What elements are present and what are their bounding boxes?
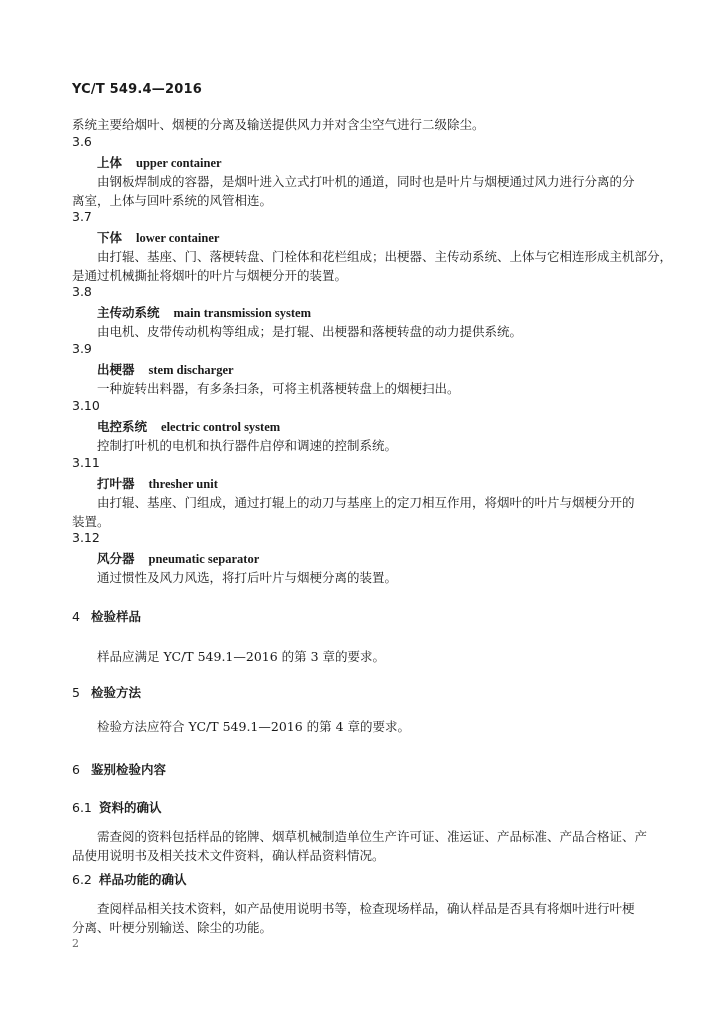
term-cn: 下体 — [97, 230, 123, 245]
section-body-line: 分离、叶梗分别输送、除尘的功能。 — [72, 920, 273, 935]
section-body-line: 查阅样品相关技术资料，如产品使用说明书等，检查现场样品，确认样品是否具有将烟叶进行叶梗 — [97, 901, 635, 916]
term-definition-line: 装置。 — [72, 514, 110, 529]
term-cn: 电控系统 — [97, 419, 148, 434]
section-number: 6.2 — [72, 872, 92, 887]
term-en: thresher unit — [148, 477, 218, 491]
term-number: 3.10 — [72, 398, 100, 413]
term-heading — [97, 153, 222, 171]
term-number: 3.7 — [72, 209, 92, 224]
term-definition-line: 由打辊、基座、门、落梗转盘、门栓体和花栏组成；出梗器、主传动系统、上体与它相连形成主机部分， — [97, 249, 673, 264]
section-body-line: 检验方法应符合 YC/T 549.1—2016 的第 4 章的要求。 — [97, 719, 411, 734]
section-title: 资料的确认 — [99, 800, 162, 815]
term-heading — [97, 360, 234, 378]
section-heading — [72, 870, 187, 888]
term-number: 3.11 — [72, 455, 100, 470]
section-body-line: 品使用说明书及相关技术文件资料，确认样品资料情况。 — [72, 848, 385, 863]
term-heading — [97, 303, 311, 321]
term-definition-line: 是通过机械撕扯将烟叶的叶片与烟梗分开的装置。 — [72, 268, 348, 283]
term-en: main transmission system — [173, 306, 312, 320]
term-heading — [97, 228, 219, 246]
term-en: stem discharger — [148, 363, 234, 377]
term-cn: 主传动系统 — [97, 305, 160, 320]
standard-code-header: YC/T 549.4—2016 — [72, 82, 202, 97]
term-number: 3.12 — [72, 530, 100, 545]
section-number: 5 — [72, 685, 80, 700]
section-number: 6 — [72, 762, 80, 777]
section-number: 4 — [72, 609, 80, 624]
section-body-line: 需查阅的资料包括样品的铭牌、烟草机械制造单位生产许可证、准运证、产品标准、产品合格证、产 — [97, 829, 648, 844]
term-number: 3.6 — [72, 134, 92, 149]
section-number: 6.1 — [72, 800, 92, 815]
section-heading — [72, 798, 162, 816]
section-title: 鉴别检验内容 — [91, 762, 167, 777]
term-en: lower container — [136, 231, 220, 245]
term-heading — [97, 417, 280, 435]
term-definition-line: 由电机、皮带传动机构等组成；是打辊、出梗器和落梗转盘的动力提供系统。 — [97, 324, 523, 339]
term-heading — [97, 474, 218, 492]
term-definition-line: 一种旋转出料器，有多条扫条，可将主机落梗转盘上的烟梗扫出。 — [97, 381, 460, 396]
term-en: upper container — [136, 156, 222, 170]
section-heading — [72, 760, 166, 778]
section-body-line: 样品应满足 YC/T 549.1—2016 的第 3 章的要求。 — [97, 649, 386, 664]
term-cn: 风分器 — [97, 551, 135, 566]
term-definition-line: 通过惯性及风力风选，将打后叶片与烟梗分离的装置。 — [97, 570, 398, 585]
term-en: pneumatic separator — [148, 552, 260, 566]
term-definition-line: 由钢板焊制成的容器，是烟叶进入立式打叶机的通道，同时也是叶片与烟梗通过风力进行分离的分 — [97, 174, 635, 189]
term-cn: 出梗器 — [97, 362, 135, 377]
section-heading — [72, 683, 141, 701]
page-number: 2 — [72, 937, 79, 950]
term-definition-line: 离室，上体与回叶系统的风管相连。 — [72, 193, 273, 208]
term-heading — [97, 549, 259, 567]
section-title: 样品功能的确认 — [99, 872, 187, 887]
term-number: 3.9 — [72, 341, 92, 356]
term-definition-line: 控制打叶机的电机和执行器件启停和调速的控制系统。 — [97, 438, 398, 453]
term-number: 3.8 — [72, 284, 92, 299]
term-cn: 上体 — [97, 155, 123, 170]
section-title: 检验样品 — [91, 609, 142, 624]
term-cn: 打叶器 — [97, 476, 135, 491]
term-definition-line: 由打辊、基座、门组成，通过打辊上的动刀与基座上的定刀相互作用，将烟叶的叶片与烟梗分开的 — [97, 495, 635, 510]
term-en: electric control system — [161, 420, 281, 434]
intro-line: 系统主要给烟叶、烟梗的分离及输送提供风力并对含尘空气进行二级除尘。 — [72, 117, 485, 132]
section-title: 检验方法 — [91, 685, 142, 700]
section-heading — [72, 607, 141, 625]
